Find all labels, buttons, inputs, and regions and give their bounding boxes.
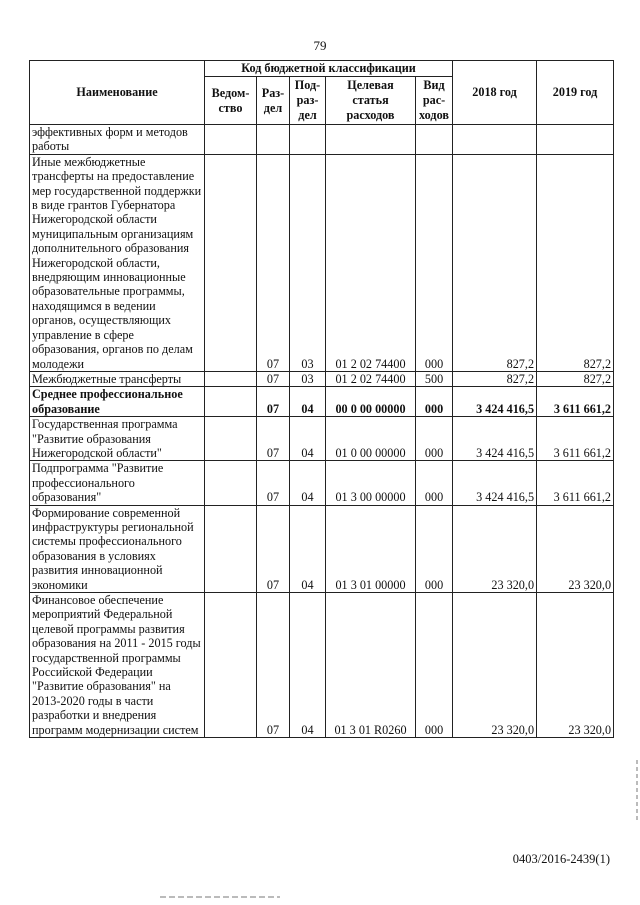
row-vedomstvo <box>205 387 257 417</box>
row-podrazdel: 03 <box>290 154 326 371</box>
row-podrazdel <box>290 125 326 155</box>
row-2019 <box>537 125 614 155</box>
row-name: эффективных форм и методов работы <box>30 125 205 155</box>
row-vedomstvo <box>205 371 257 386</box>
header-vid: Вид рас-ходов <box>416 77 453 125</box>
row-vedomstvo <box>205 461 257 505</box>
row-target: 01 3 01 00000 <box>326 505 416 592</box>
header-2019: 2019 год <box>537 61 614 125</box>
row-2018: 3 424 416,5 <box>453 461 537 505</box>
header-razdel: Раз-дел <box>257 77 290 125</box>
table-row <box>30 593 614 738</box>
row-2018: 3 424 416,5 <box>453 417 537 461</box>
row-vedomstvo <box>205 125 257 155</box>
row-2019: 3 611 661,2 <box>537 417 614 461</box>
header-target: Целевая статья расходов <box>326 77 416 125</box>
row-target <box>326 125 416 155</box>
row-podrazdel: 04 <box>290 593 326 738</box>
row-vid: 000 <box>416 593 453 738</box>
row-vid: 000 <box>416 417 453 461</box>
row-vid: 000 <box>416 461 453 505</box>
row-razdel: 07 <box>257 387 290 417</box>
header-podrazdel: Под-раз-дел <box>290 77 326 125</box>
row-2018 <box>453 125 537 155</box>
page-number: 79 <box>313 38 327 53</box>
row-name: Среднее профессиональное образование <box>30 387 205 417</box>
row-podrazdel: 04 <box>290 505 326 592</box>
row-podrazdel: 03 <box>290 371 326 386</box>
row-2018: 23 320,0 <box>453 593 537 738</box>
table-row <box>30 461 614 505</box>
row-vid: 000 <box>416 505 453 592</box>
table-row <box>30 371 614 386</box>
row-2019: 827,2 <box>537 371 614 386</box>
table-row <box>30 154 614 371</box>
row-razdel: 07 <box>257 154 290 371</box>
row-vedomstvo <box>205 505 257 592</box>
row-vid: 000 <box>416 387 453 417</box>
table-row <box>30 125 614 155</box>
row-vid: 500 <box>416 371 453 386</box>
row-2019: 3 611 661,2 <box>537 387 614 417</box>
row-podrazdel: 04 <box>290 417 326 461</box>
row-name: Финансовое обеспечение мероприятий Федеральной целевой программы развития образования на 2011 - 2015 годы государственной программы Российской Федерации "Развитие образования" на 2013-2020 годы в части разработки и внедрения программ модернизации систем <box>30 593 205 738</box>
row-target: 01 2 02 74400 <box>326 371 416 386</box>
row-vid: 000 <box>416 154 453 371</box>
row-2019: 827,2 <box>537 154 614 371</box>
row-name: Формирование современной инфраструктуры региональной системы профессионального образования в условиях развития инновационной экономики <box>30 505 205 592</box>
row-vedomstvo <box>205 417 257 461</box>
row-target: 00 0 00 00000 <box>326 387 416 417</box>
row-vid <box>416 125 453 155</box>
row-name: Межбюджетные трансферты <box>30 371 205 386</box>
budget-table <box>29 60 614 738</box>
scan-edge-artifact <box>636 760 638 820</box>
row-2018: 23 320,0 <box>453 505 537 592</box>
row-razdel <box>257 125 290 155</box>
header-group: Код бюджетной классификации <box>205 61 453 77</box>
row-target: 01 3 01 R0260 <box>326 593 416 738</box>
row-vedomstvo <box>205 154 257 371</box>
row-2018: 3 424 416,5 <box>453 387 537 417</box>
row-2019: 23 320,0 <box>537 505 614 592</box>
scan-artifact <box>160 896 280 898</box>
row-name: Подпрограмма "Развитие профессионального образования" <box>30 461 205 505</box>
row-name: Иные межбюджетные трансферты на предоставление мер государственной поддержки в виде грантов Губернатора Нижегородской области муниципальным организациям дополнительного образования Нижегородской области, внедряющим инновационные образовательные программы, находящимся в ведении органов, осуществляющих управление в сфере образования, органов по делам молодежи <box>30 154 205 371</box>
row-podrazdel: 04 <box>290 461 326 505</box>
row-razdel: 07 <box>257 417 290 461</box>
row-name: Государственная программа "Развитие образования Нижегородской области" <box>30 417 205 461</box>
row-2018: 827,2 <box>453 371 537 386</box>
row-2018: 827,2 <box>453 154 537 371</box>
row-razdel: 07 <box>257 371 290 386</box>
row-razdel: 07 <box>257 593 290 738</box>
row-razdel: 07 <box>257 505 290 592</box>
row-target: 01 0 00 00000 <box>326 417 416 461</box>
row-2019: 3 611 661,2 <box>537 461 614 505</box>
row-target: 01 2 02 74400 <box>326 154 416 371</box>
row-razdel: 07 <box>257 461 290 505</box>
row-2019: 23 320,0 <box>537 593 614 738</box>
table-row <box>30 387 614 417</box>
row-target: 01 3 00 00000 <box>326 461 416 505</box>
row-vedomstvo <box>205 593 257 738</box>
document-code: 0403/2016-2439(1) <box>512 852 610 866</box>
table-row <box>30 505 614 592</box>
table-row <box>30 417 614 461</box>
row-podrazdel: 04 <box>290 387 326 417</box>
header-name: Наименование <box>30 61 205 125</box>
header-vedomstvo: Ведом-ство <box>205 77 257 125</box>
header-2018: 2018 год <box>453 61 537 125</box>
